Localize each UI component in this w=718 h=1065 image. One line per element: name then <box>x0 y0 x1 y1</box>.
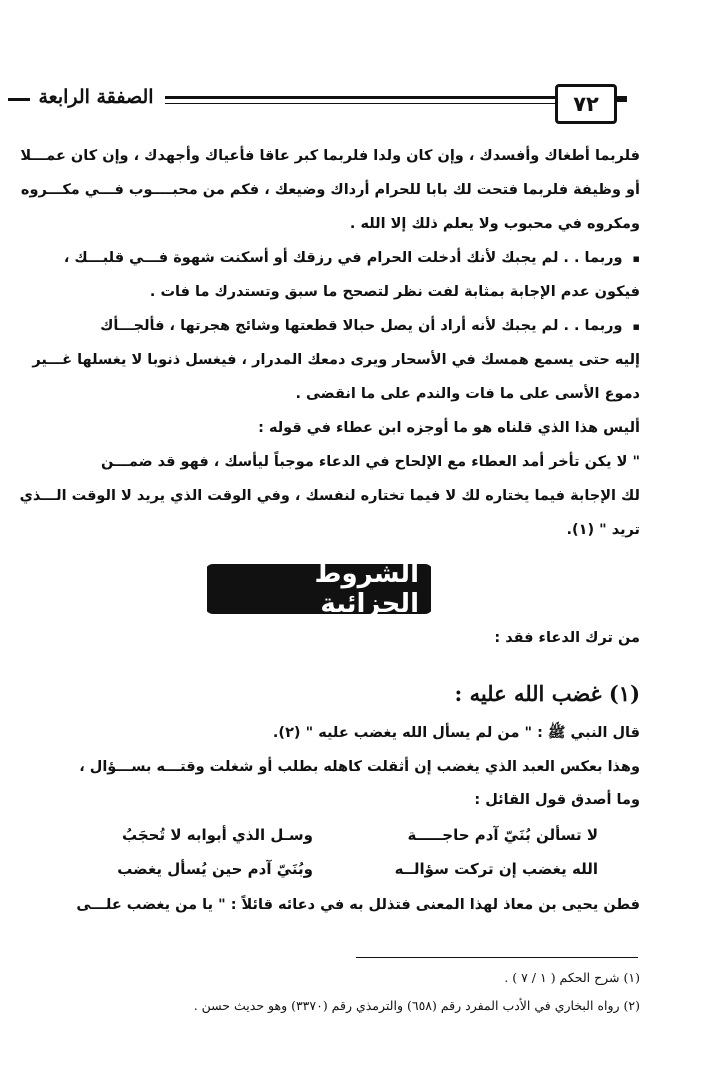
quote-line: " لا يكن تأخر أمد العطاء مع الإلحاح في الدعاء موجباً ليأسك ، فهو قد ضمـــن <box>100 454 640 470</box>
text-line: وهذا بعكس العبد الذي يغضب إن أثقلت كاهله بطلب أو شغلت وقتـــه بســـؤال ، <box>79 759 640 775</box>
quote-line: تريد " (١). <box>566 522 640 538</box>
text-line: أليس هذا الذي قلناه هو ما أوجزه ابن عطاء في قوله : <box>258 420 640 436</box>
text-line: فيكون عدم الإجابة بمثابة لفت نظر لتصحح ما سبق وتستدرك ما فات . <box>149 284 640 300</box>
intro-line: من ترك الدعاء فقد : <box>494 630 640 646</box>
text-line: قال النبي ﷺ : " من لم يسأل الله يغضب عليه " (٢). <box>272 725 640 741</box>
text-line: دموع الأسى على ما فات والندم على ما انقضى . <box>295 386 640 402</box>
quote-line: لك الإجابة فيما يختاره لك لا فيما تختاره لنفسك ، وفي الوقت الذي يريد لا الوقت الـــذي <box>19 488 640 504</box>
text-line: أو وظيفة فلربما فتحت لك بابا للحرام أرداك وضيعك ، فكم من محبــــوب فـــي مكـــروه <box>20 182 640 198</box>
text-line: وما أصدق قول القائل : <box>474 792 640 808</box>
page-number: ٧٢ <box>555 84 617 124</box>
footnote: (١) شرح الحكم ( ١ / ٧ ) . <box>504 970 640 985</box>
footnote: (٢) رواه البخاري في الأدب المفرد رقم (٦٥٨) والترمذي رقم (٣٣٧٠) وهو حديث حسن . <box>193 998 640 1013</box>
bullet-line: ▪ وربما . . لم يجبك لأنك أدخلت الحرام في رزقك أو أسكنت شهوة فـــي قلبـــك ، <box>70 250 640 267</box>
poem-line-2-second: وبُنَيّ آدم حين يُسأل يغضب <box>117 860 313 878</box>
closing-line: فطن يحيى بن معاذ لهذا المعنى فتذلل به في دعائه قائلاً : " يا من يغضب علـــى <box>76 897 640 913</box>
section-banner-text: الشروط الجزائية <box>205 555 433 623</box>
section-title: الصفقة الرابعة <box>38 86 154 108</box>
header-rule-left <box>8 98 30 101</box>
text-line: إليه حتى يسمع همسك في الأسحار ويرى دمعك المدرار ، فيغسل ذنوبا لا يغسلها غـــير <box>32 352 640 368</box>
page-number-tick <box>617 96 627 102</box>
header-rule-middle <box>165 96 555 99</box>
bullet-line: ▪ وربما . . لم يجبك لأنه أراد أن يصل حبالا قطعتها وشائج هجرتها ، فألجـــأك <box>70 318 640 335</box>
text-line: ومكروه في محبوب ولا يعلم ذلك إلا الله . <box>349 216 640 232</box>
poem-line-1-second: وسـل الذي أبوابه لا تُحجَبُ <box>121 826 313 844</box>
footnote-divider <box>356 957 638 958</box>
poem-line-2-first: الله يغضب إن تركت سؤالــه <box>394 860 598 878</box>
poem-line-1-first: لا تسألن بُنَيّ آدم حاجـــــة <box>407 826 598 844</box>
subheading: (١) غضب الله عليه : <box>454 681 640 706</box>
text-line: فلربما أطغاك وأفسدك ، وإن كان ولدا فلربما كبر عاقا فأعياك وأجهدك ، وإن كان عمـــلا <box>20 148 640 164</box>
section-banner <box>205 559 433 619</box>
header-rule-middle-thin <box>165 103 555 104</box>
